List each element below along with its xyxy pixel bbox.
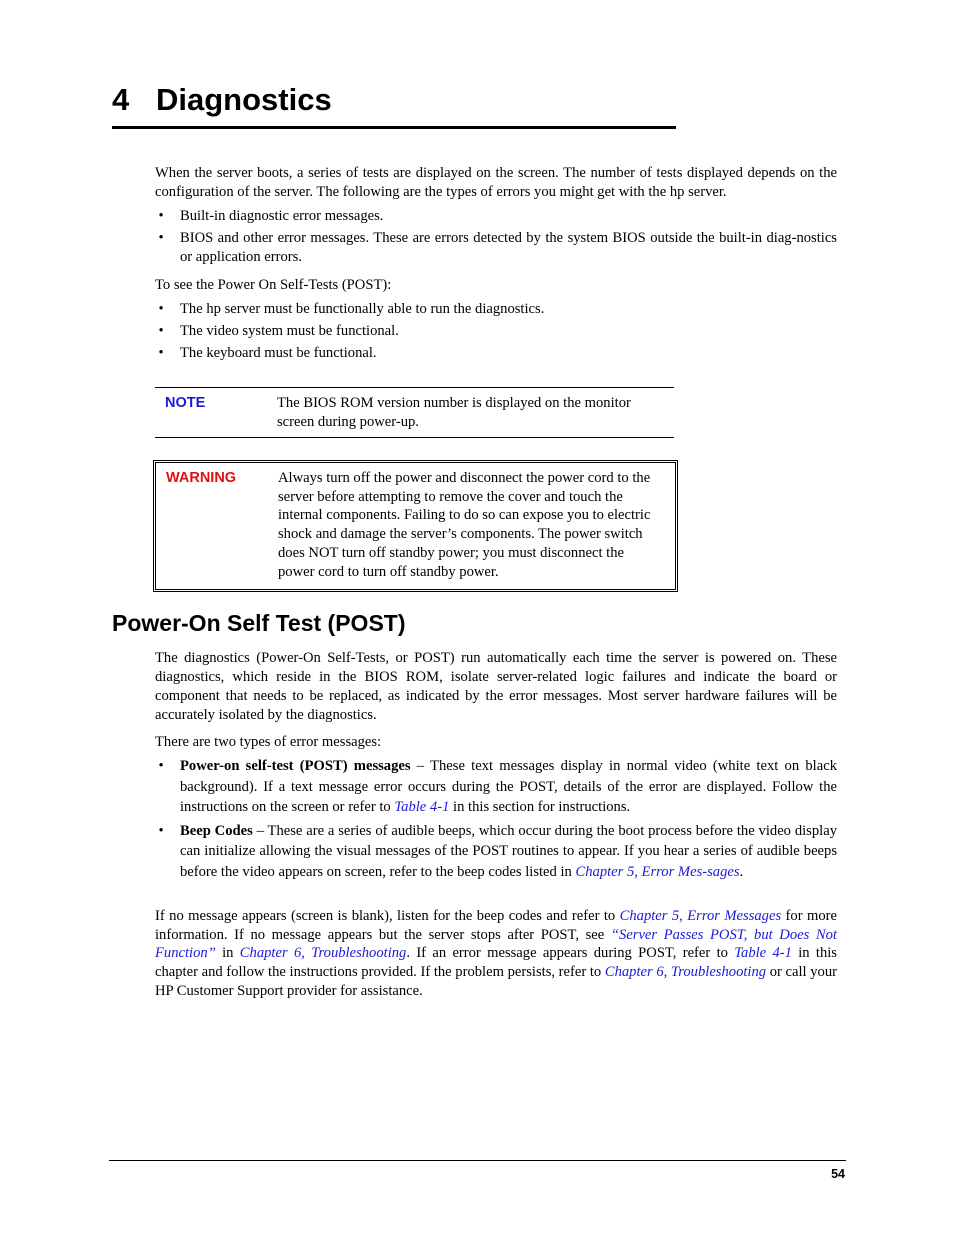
link-table-4-1[interactable]: Table 4-1 (394, 799, 450, 815)
list-item (155, 322, 837, 341)
chapter-title (112, 80, 332, 120)
link-chapter-5-error-messages[interactable]: Chapter 5, Error Messages (619, 908, 782, 924)
list-item-text: The video system must be functional. (180, 323, 399, 339)
list-item-text: The keyboard must be functional. (180, 345, 377, 361)
post-description-paragraph: The diagnostics (Power-On Self-Tests, or POST) run automatically each time the server is powered on. These diagnostics, which reside in the BIOS ROM, isolate server-related logic failures and indicate the board or component that needs to be replaced, as indicated by the error messages. Most server hardware failures will be accurately isolated by the diagnostics. (155, 650, 837, 723)
list-item (155, 821, 837, 883)
list-item (155, 300, 837, 319)
final-text: in (215, 945, 240, 962)
list-item (155, 756, 837, 818)
list-item-text: – These text messages display in normal video (white text on black background). If a text message error occurs during the POST, details of the error are displayed. Follow the instructions on the screen or refer to (180, 758, 837, 815)
chapter-title-text: Diagnostics (156, 82, 332, 117)
list-item-text: – These are a series of audible beeps, which occur during the boot process before the video display can initialize allowing the visual messages of the POST routines to appear. If you hear a series of audible beeps before the video appears on screen, refer to the beep codes listed in (180, 822, 837, 880)
final-text: for more information. If no message appears but the server stops after POST, see (155, 908, 837, 943)
list-item (155, 229, 837, 267)
final-text: in this chapter and follow the instructions provided. If the problem persists, refer to (155, 945, 837, 981)
post-intro: To see the Power On Self-Tests (POST): (155, 277, 392, 293)
note-text: The BIOS ROM version number is displayed on the monitor screen during power-up. (277, 395, 631, 430)
chapter-title-rule (112, 126, 676, 129)
link-server-passes-post[interactable]: “Server Passes POST, but Does Not Function” (155, 926, 837, 962)
error-types-list (155, 207, 837, 270)
bullet-icon: • (158, 301, 164, 317)
page-number: 54 (831, 1167, 845, 1181)
bullet-icon: • (158, 822, 164, 839)
final-text: If no message appears (screen is blank), listen for the beep codes and refer to (155, 908, 620, 924)
bullet-icon: • (158, 345, 164, 361)
chapter-number: 4 (112, 82, 130, 117)
warning-box (153, 460, 678, 592)
link-table-4-1[interactable]: Table 4-1 (734, 945, 792, 962)
list-item-text: in this section for instructions. (449, 799, 631, 815)
final-text: or call your HP Customer Support provider for assistance. (155, 964, 838, 999)
term-post-messages: Power-on self-test (POST) messages (180, 758, 411, 774)
list-item-text: The hp server must be functionally able to run the diagnostics. (180, 301, 545, 317)
post-requirements-list (155, 300, 837, 366)
footer-rule (109, 1160, 846, 1161)
list-item (155, 344, 837, 363)
final-text: . If an error message appears during POST, refer to (406, 945, 735, 962)
link-chapter-6-troubleshooting[interactable]: Chapter 6, Troubleshooting (239, 945, 407, 962)
error-message-types-intro: There are two types of error messages: (155, 734, 382, 750)
bullet-icon: • (158, 230, 164, 246)
list-item-text: BIOS and other error messages. These are errors detected by the system BIOS outside the built-in diag-nostics or application errors. (180, 230, 837, 265)
list-item-text: Built-in diagnostic error messages. (180, 208, 384, 224)
list-item-text: . (739, 863, 744, 880)
section-title: Power-On Self Test (POST) (112, 610, 406, 636)
term-beep-codes: Beep Codes (180, 822, 253, 839)
warning-text: Always turn off the power and disconnect the power cord to the server before attempting to remove the cover and touch the internal components. Failing to do so can expose you to electric shock and damage the server’s components. The power switch does NOT turn off standby power; you must disconnect the power cord to turn off standby power. (278, 470, 651, 580)
bullet-icon: • (158, 323, 164, 339)
intro-paragraph: When the server boots, a series of tests are displayed on the screen. The number of tests displayed depends on the configuration of the server. The following are the types of errors you might get with the hp server. (155, 165, 837, 200)
error-message-types-list (155, 756, 837, 885)
bullet-icon: • (158, 208, 164, 224)
link-chapter-5[interactable]: Chapter 5, Error Mes-sages (575, 863, 740, 880)
warning-label: WARNING (166, 470, 237, 486)
bullet-icon: • (158, 758, 164, 774)
link-chapter-6-troubleshooting[interactable]: Chapter 6, Troubleshooting (604, 964, 767, 981)
note-box (155, 387, 674, 438)
final-paragraph (155, 907, 837, 1001)
list-item (155, 207, 837, 226)
note-label: NOTE (165, 395, 206, 411)
